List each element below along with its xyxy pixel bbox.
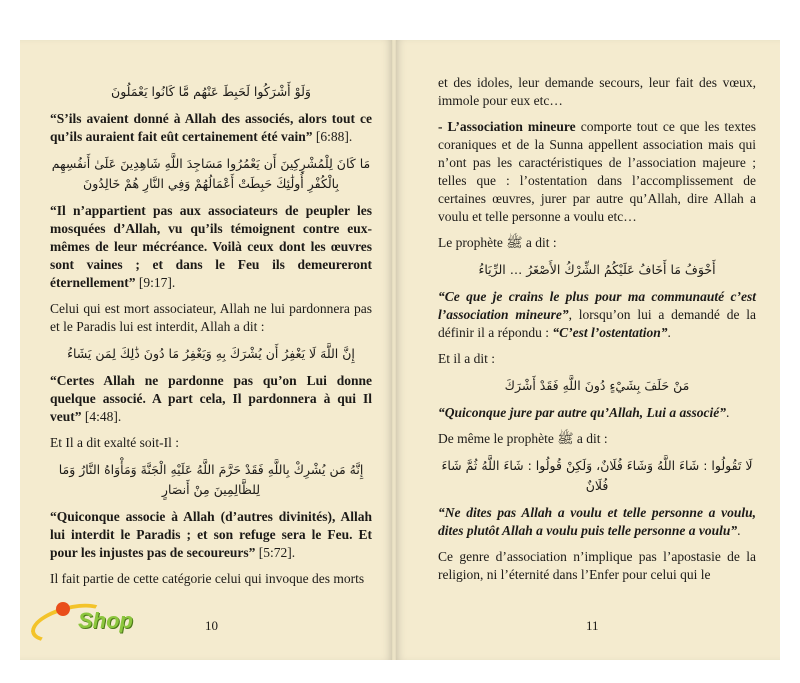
hadith-translation: “Quiconque jure par autre qu’Allah, Lui a associé”.	[438, 405, 730, 420]
arabic-verse: مَا كَانَ لِلْمُشْرِكِينَ أَن يَعْمُرُوا مَسَاجِدَ اللَّهِ شَاهِدِينَ عَلَىٰ أَنفُسِهِم بِالْكُفْرِ أُولَٰئِكَ حَبِطَتْ أَعْمَالُهُمْ وَفِي النَّارِ هُمْ خَالِدُونَ	[51, 156, 371, 191]
body-text: et des idoles, leur demande secours, leur fait des vœux, immole pour eux etc…	[438, 75, 756, 108]
left-page	[20, 40, 392, 660]
page-number: 11	[586, 618, 599, 633]
body-text: Et Il a dit exalté soit-Il :	[50, 435, 179, 450]
arabic-hadith: لَا تَقُولُوا : شَاءَ اللَّهُ وَشَاءَ فُلَانٌ، وَلَكِنْ قُولُوا : شَاءَ اللَّهُ ثُمَّ شَاءَ فُلَانٌ	[441, 458, 753, 493]
shop-logo	[30, 600, 160, 640]
body-text: Ce genre d’association n’implique pas l’apostasie de la religion, ni l’éternité dans l’Enfer pour celui qui le	[438, 549, 756, 582]
hadith-translation: “Ne dites pas Allah a voulu et telle personne a voulu, dites plutôt Allah a voulu puis telle personne a voulu”.	[438, 505, 756, 538]
body-text: De même le prophète ﷺ a dit :	[438, 431, 608, 446]
body-text: Il fait partie de cette catégorie celui qui invoque des morts	[50, 571, 365, 586]
body-text: Et il a dit :	[438, 351, 495, 366]
arabic-verse: وَلَوْ أَشْرَكُوا لَحَبِطَ عَنْهُم مَّا كَانُوا يَعْمَلُونَ	[111, 84, 311, 99]
logo-dot-icon	[56, 602, 70, 616]
section-paragraph: - L’association mineure comporte tout ce que les textes coraniques et de la Sunna appellent association mais qui n’ont pas les caractéristiques de l’association majeure ; telles que : l’ostentation dans l’accomplissement de certaines œuvres, jurer par autre qu’Allah, dire Allah a voulu et telle personne a voulu etc…	[438, 119, 756, 224]
verse-translation: “S’ils avaient donné à Allah des associés, alors tout ce qu’ils auraient fait eût certainement été vain” [6:88].	[50, 111, 372, 144]
arabic-verse: إِنَّهُ مَن يُشْرِكْ بِاللَّهِ فَقَدْ حَرَّمَ اللَّهُ عَلَيْهِ الْجَنَّةَ وَمَأْوَاهُ النَّارُ وَمَا لِلظَّالِمِينَ مِنْ أَنصَارٍ	[58, 462, 364, 497]
verse-translation: “Il n’appartient pas aux associateurs de peupler les mosquées d’Allah, vu qu’ils témoignent contre eux-mêmes de leur mécréance. Voilà ceux dont les œuvres sont vaines ; et dans le Feu ils demeureront éternellement” [9:17].	[50, 203, 372, 290]
page-number: 10	[205, 618, 218, 633]
arabic-verse: إِنَّ اللَّهَ لَا يَغْفِرُ أَن يُشْرَكَ بِهِ وَيَغْفِرُ مَا دُونَ ذَٰلِكَ لِمَن يَشَاءُ	[67, 346, 355, 361]
body-text: Celui qui est mort associateur, Allah ne lui pardonnera pas et le Paradis lui est interdit, Allah a dit :	[50, 301, 372, 334]
body-text: Le prophète ﷺ a dit :	[438, 235, 557, 250]
arabic-hadith: مَنْ حَلَفَ بِشَيْءٍ دُونَ اللَّهِ فَقَدْ أَشْرَكَ	[504, 378, 690, 393]
verse-translation: “Quiconque associe à Allah (d’autres divinités), Allah lui interdit le Paradis ; et son refuge sera le Feu. Et pour les injustes pas de secoureurs” [5:72].	[50, 509, 372, 560]
verse-translation: “Certes Allah ne pardonne pas qu’on Lui donne quelque associé. A part cela, Il pardonnera à qui Il veut” [4:48].	[50, 373, 372, 424]
arabic-hadith: أَخْوَفُ مَا أَخَافُ عَلَيْكُمُ الشِّرْكُ الأَصْغَرُ … الرِّيَاءُ	[478, 262, 716, 277]
right-page	[396, 40, 780, 660]
hadith-translation: “Ce que je crains le plus pour ma communauté c’est l’association mineure”, lorsqu’on lui a demandé de la définir il a répondu : “C’est l’ostentation”.	[438, 289, 757, 340]
logo-text: Shop	[78, 608, 133, 633]
